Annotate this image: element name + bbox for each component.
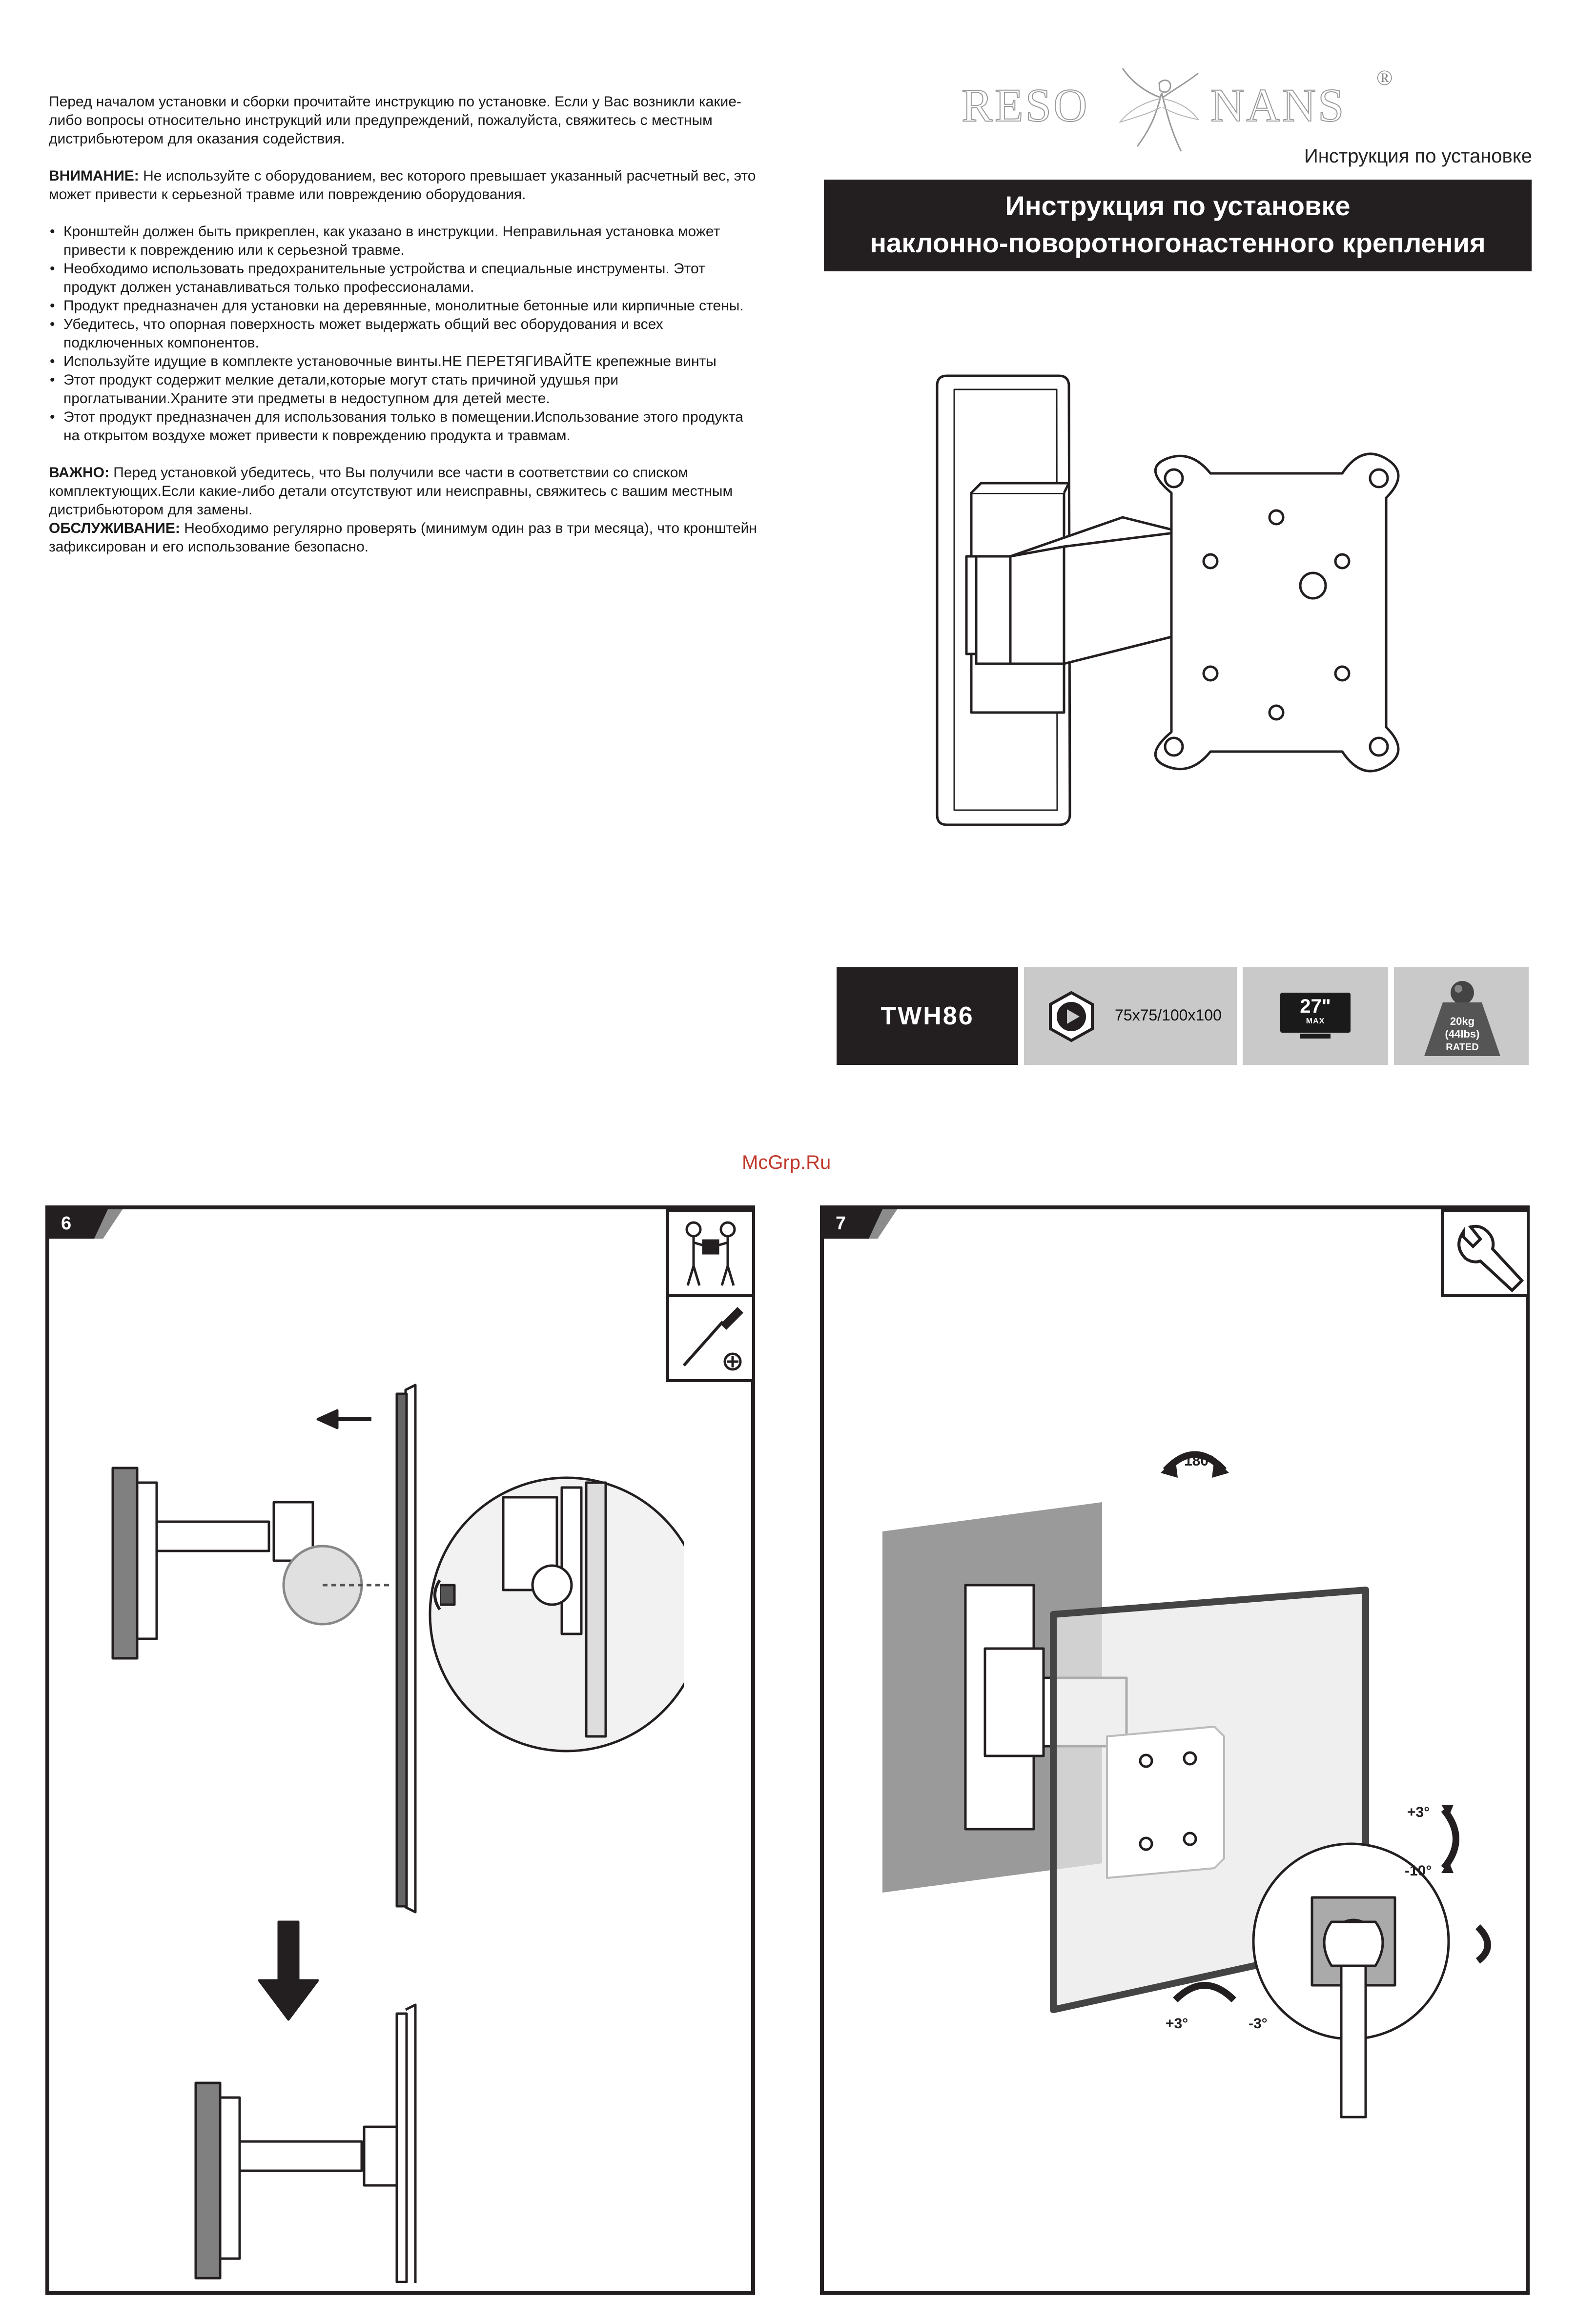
vesa-text: 75x75/100x100: [1115, 1006, 1222, 1024]
tv-stand: [1300, 1034, 1331, 1039]
level-right-label: -3°: [1249, 2016, 1268, 2032]
step-7-tab: [824, 1209, 897, 1239]
warning-paragraph: [49, 167, 761, 204]
warning-text: Не используйте с оборудованием, вес которого превышает указанный расчетный вес, это может привести к серьезной травме или повреждению оборудования.: [49, 168, 756, 203]
safety-list: [49, 223, 761, 445]
safety-item: • Убедитесь, что опорная поверхность может выдержать общий вес оборудования и всех подключенных компонентов.: [49, 315, 761, 352]
document-subtitle: Инструкция по установке: [1304, 145, 1532, 167]
logo-text-left: RESO: [962, 79, 1089, 131]
mount-illustration: [918, 371, 1494, 888]
vesa-spec: [1024, 967, 1237, 1065]
safety-item: • Используйте идущие в комплекте установочные винты.НЕ ПЕРЕТЯГИВАЙТЕ крепежные винты: [49, 352, 761, 371]
important-text: Перед установкой убедитесь, что Вы получили все части в соответствии со списком комплектующих.Если какие-либо детали отсутствуют или неисправны, свяжитесь с вашим местным дистрибьютором для замены.: [49, 465, 733, 518]
weight-spec: [1394, 967, 1529, 1065]
intro-text: [49, 93, 761, 556]
model-badge: TWH86: [837, 967, 1018, 1065]
title-banner: [824, 180, 1532, 271]
screen-size-spec: [1243, 967, 1388, 1065]
tv-icon: [1280, 993, 1351, 1033]
title-line-1: Инструкция по установке: [1005, 190, 1351, 221]
step-6-tab: [49, 1209, 123, 1239]
tilt-up-label: +3°: [1407, 1804, 1430, 1820]
intro-paragraph: Перед началом установки и сборки прочитайте инструкцию по установке. Если у Вас возникли какие-либо вопросы относительно инструкций или предупреждений, пожалуйста, свяжитесь с местным дистрибьютером для оказания содействия.: [49, 94, 741, 147]
wrench-tool: [1441, 1209, 1530, 1297]
logo-text-right: NANS: [1210, 79, 1346, 131]
safety-item: • Необходимо использовать предохранительные устройства и специальные инструменты. Этот продукт должен устанавливаться только профессионалами.: [49, 260, 761, 297]
important-label: ВАЖНО:: [49, 465, 109, 481]
fairy-icon: [1118, 63, 1201, 166]
service-paragraph: [49, 519, 761, 556]
important-paragraph: [49, 464, 761, 519]
wrench-icon: [1444, 1212, 1527, 1294]
title-line-2: наклонно-поворотногонастенного крепления: [870, 227, 1486, 258]
warning-label: ВНИМАНИЕ:: [49, 168, 139, 184]
vesa-hex-icon: [1045, 991, 1097, 1042]
safety-item: • Кронштейн должен быть прикреплен, как указано в инструкции. Неправильная установка может привести к повреждению или к серьезной травме.: [49, 223, 761, 260]
step-6-illustration: [98, 1268, 684, 2283]
step-6-panel: [45, 1205, 755, 2295]
weight-rated: RATED: [1446, 1042, 1479, 1053]
level-left-label: +3°: [1166, 2016, 1188, 2032]
step-7-illustration: [824, 1307, 1527, 2234]
registered-mark: ®: [1376, 66, 1393, 90]
weight-lbs: (44lbs): [1445, 1028, 1480, 1040]
safety-item: • Этот продукт содержит мелкие детали,которые могут стать причиной удушья при проглатывании.Храните эти предметы в недоступном для детей месте.: [49, 371, 761, 408]
weight-icon: [1418, 974, 1506, 1060]
tilt-down-label: -10°: [1405, 1863, 1432, 1879]
swivel-angle-label: 180°: [1184, 1453, 1215, 1469]
safety-item: • Продукт предназначен для установки на деревянные, монолитные бетонные или кирпичные стены.: [49, 297, 761, 315]
safety-item: • Этот продукт предназначен для использования только в помещении.Использование этого продукта на открытом воздухе может привести к повреждению продукта и травмам.: [49, 408, 761, 445]
step-6-number: 6: [61, 1213, 72, 1234]
step-7-panel: [820, 1205, 1530, 2295]
max-label: MAX: [1306, 1017, 1325, 1025]
service-text: Необходимо регулярно проверять (минимум один раз в три месяца), что кронштейн зафиксирован и его использование безопасно.: [49, 520, 757, 555]
watermark: McGrp.Ru: [742, 1152, 831, 1173]
step-7-number: 7: [836, 1213, 846, 1234]
weight-kg: 20kg: [1450, 1015, 1475, 1027]
service-label: ОБСЛУЖИВАНИЕ:: [49, 520, 180, 536]
max-screen-size: 27": [1300, 996, 1331, 1017]
